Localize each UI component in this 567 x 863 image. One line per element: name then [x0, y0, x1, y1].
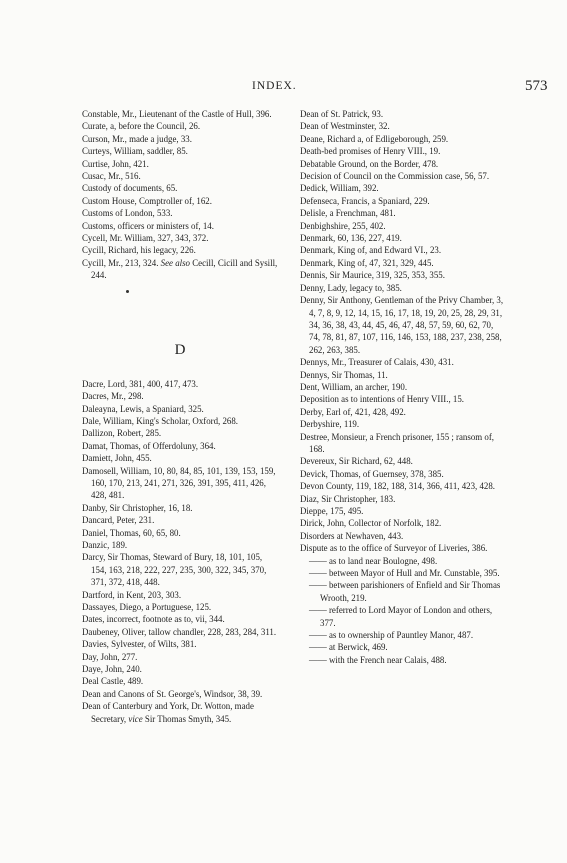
index-entry: Dates, incorrect, footnote as to, vii, 344. [82, 614, 225, 625]
index-entry: Dirick, John, Collector of Norfolk, 182. [300, 518, 442, 529]
page-number: 573 [525, 78, 548, 94]
index-subentry: —— at Berwick, 469. [309, 642, 388, 653]
index-entry: Dennis, Sir Maurice, 319, 325, 353, 355. [300, 270, 445, 281]
index-subentry: —— between parishioners of Enfield and Sir Thomas Wrooth, 219. [309, 580, 501, 603]
left-column [82, 108, 278, 725]
index-entry: Derbyshire, 119. [300, 419, 360, 430]
index-entry: Curtise, John, 421. [82, 158, 149, 169]
index-entry: Denmark, 60, 136, 227, 419. [300, 233, 402, 244]
index-entry: Cycill, Richard, his legacy, 226. [82, 245, 196, 256]
index-entry: Curate, a, before the Council, 26. [82, 121, 201, 132]
index-entry: Diaz, Sir Christopher, 183. [300, 493, 396, 504]
index-entry: Customs of London, 533. [82, 208, 173, 219]
index-subentry: —— as to ownership of Pauntley Manor, 487. [309, 630, 474, 641]
index-entry: Cusac, Mr., 516. [82, 171, 141, 182]
index-entry: Dennys, Sir Thomas, 11. [300, 369, 388, 380]
index-entry: Death-bed promises of Henry VIII., 19. [300, 146, 441, 157]
index-entry: Denmark, King of, 47, 321, 329, 445. [300, 257, 434, 268]
right-column [300, 108, 506, 666]
index-entry: Damosell, William, 10, 80, 84, 85, 101, 139, 153, 159, 160, 170, 213, 241, 271, 326, 391, 395, 411, 426, 428, 481. [82, 465, 276, 501]
index-entry: Disorders at Newhaven, 443. [300, 530, 404, 541]
index-entry: Devon County, 119, 182, 188, 314, 366, 411, 423, 428. [300, 481, 495, 492]
page-header [0, 80, 567, 100]
section-letter: D [174, 341, 186, 358]
index-entry: Dancard, Peter, 231. [82, 515, 155, 526]
index-entry: Dassayes, Diego, a Portuguese, 125. [82, 602, 212, 612]
running-title: INDEX. [252, 80, 297, 92]
index-entry: Customs, officers or ministers of, 14. [82, 220, 214, 231]
index-entry: Curson, Mr., made a judge, 33. [82, 133, 192, 144]
index-entry: Custom House, Comptroller of, 162. [82, 195, 212, 206]
index-entry: Davies, Sylvester, of Wilts, 381. [82, 639, 197, 650]
index-entry: Daleayna, Lewis, a Spaniard, 325. [82, 403, 204, 414]
index-subentry: —— referred to Lord Mayor of London and others, 377. [309, 605, 493, 628]
index-entry: Denbighshire, 255, 402. [300, 220, 386, 231]
index-entry: Dale, William, King's Scholar, Oxford, 268. [82, 415, 239, 426]
index-entry: Dean of Canterbury and York, Dr. Wotton, made Secretary, vice Sir Thomas Smyth, 345. [82, 701, 254, 724]
index-entry: Dedick, William, 392. [300, 183, 379, 194]
index-entry: Delisle, a Frenchman, 481. [300, 208, 396, 219]
index-entry: Dallizon, Robert, 285. [82, 428, 162, 439]
index-entry: Deal Castle, 489. [82, 676, 144, 687]
index-entry: Cycill, Mr., 213, 324. See also Cecill, Cicill and Sysill, 244. [82, 257, 278, 281]
index-entry: Constable, Mr., Lieutenant of the Castle of Hull, 396. [82, 109, 272, 119]
index-entry: Danby, Sir Christopher, 16, 18. [82, 502, 193, 513]
index-entry: Cycell, Mr. William, 327, 343, 372. [82, 233, 209, 244]
index-entry: Deposition as to intentions of Henry VIII., 15. [300, 394, 465, 405]
index-entry: Danzic, 189. [82, 539, 128, 550]
index-entry: Dent, William, an archer, 190. [300, 381, 408, 392]
index-entry: Denny, Lady, legacy to, 385. [300, 282, 402, 293]
ink-mark [126, 290, 129, 293]
index-entry: Dacres, Mr., 298. [82, 391, 144, 402]
index-entry: Dean of St. Patrick, 93. [300, 109, 384, 119]
index-entry: Dartford, in Kent, 203, 303. [82, 589, 182, 600]
index-entry: Damiett, John, 455. [82, 453, 152, 464]
index-entry: Custody of documents, 65. [82, 183, 178, 194]
index-entry: Denny, Sir Anthony, Gentleman of the Privy Chamber, 3, 4, 7, 8, 9, 12, 14, 15, 16, 17, 18, 19, 20, 25, 28, 29, 31, 34, 36, 38, 43, 44, 45, 46, 47, 48, 57, 59, 60, 62, 70, 74, 78, 81, 87, 107, 116, 146, 153, 188, 237, 238, 258, 262, 263, 385. [300, 295, 504, 355]
index-entry: Dean and Canons of St. George's, Windsor, 38, 39. [82, 688, 263, 699]
index-entry: Denmark, King of, and Edward VI., 23. [300, 245, 442, 256]
index-subentry: —— between Mayor of Hull and Mr. Cunstable, 395. [309, 568, 500, 579]
index-entry: Daubeney, Oliver, tallow chandler, 228, 283, 284, 311. [82, 626, 277, 637]
index-entry: Derby, Earl of, 421, 428, 492. [300, 406, 406, 417]
index-entry: Defenseca, Francis, a Spaniard, 229. [300, 195, 430, 206]
index-subentry: —— as to land near Boulogne, 498. [309, 555, 438, 566]
index-entry: Devereux, Sir Richard, 62, 448. [300, 456, 413, 467]
index-entry: Day, John, 277. [82, 651, 138, 662]
index-entry: Damat, Thomas, of Offerdoluny, 364. [82, 440, 216, 451]
index-entry: Dieppe, 175, 495. [300, 506, 364, 516]
index-entry: Curteys, William, saddler, 85. [82, 146, 188, 157]
index-entry: Dean of Westminster, 32. [300, 121, 390, 132]
index-entry: Daye, John, 240. [82, 664, 142, 675]
index-entry: Destree, Monsieur, a French prisoner, 155 ; ransom of, 168. [300, 431, 494, 454]
index-entry: Debatable Ground, on the Border, 478. [300, 158, 439, 169]
index-entry: Devick, Thomas, of Guernsey, 378, 385. [300, 468, 444, 479]
index-entry: Dennys, Mr., Treasurer of Calais, 430, 431. [300, 357, 454, 368]
index-entry: Daniel, Thomas, 60, 65, 80. [82, 527, 181, 538]
index-subentry: —— with the French near Calais, 488. [309, 654, 447, 665]
index-entry: Darcy, Sir Thomas, Steward of Bury, 18, 101, 105, 154, 163, 218, 222, 227, 235, 300, 322, 345, 370, 371, 372, 418, 448. [82, 552, 267, 588]
index-entry: Decision of Council on the Commission case, 56, 57. [300, 171, 490, 182]
index-entry: Dacre, Lord, 381, 400, 417, 473. [82, 378, 199, 389]
index-entry: Deane, Richard a, of Edligeborough, 259. [300, 133, 449, 144]
index-entry: Dispute as to the office of Surveyor of Liveries, 386. [300, 543, 488, 554]
